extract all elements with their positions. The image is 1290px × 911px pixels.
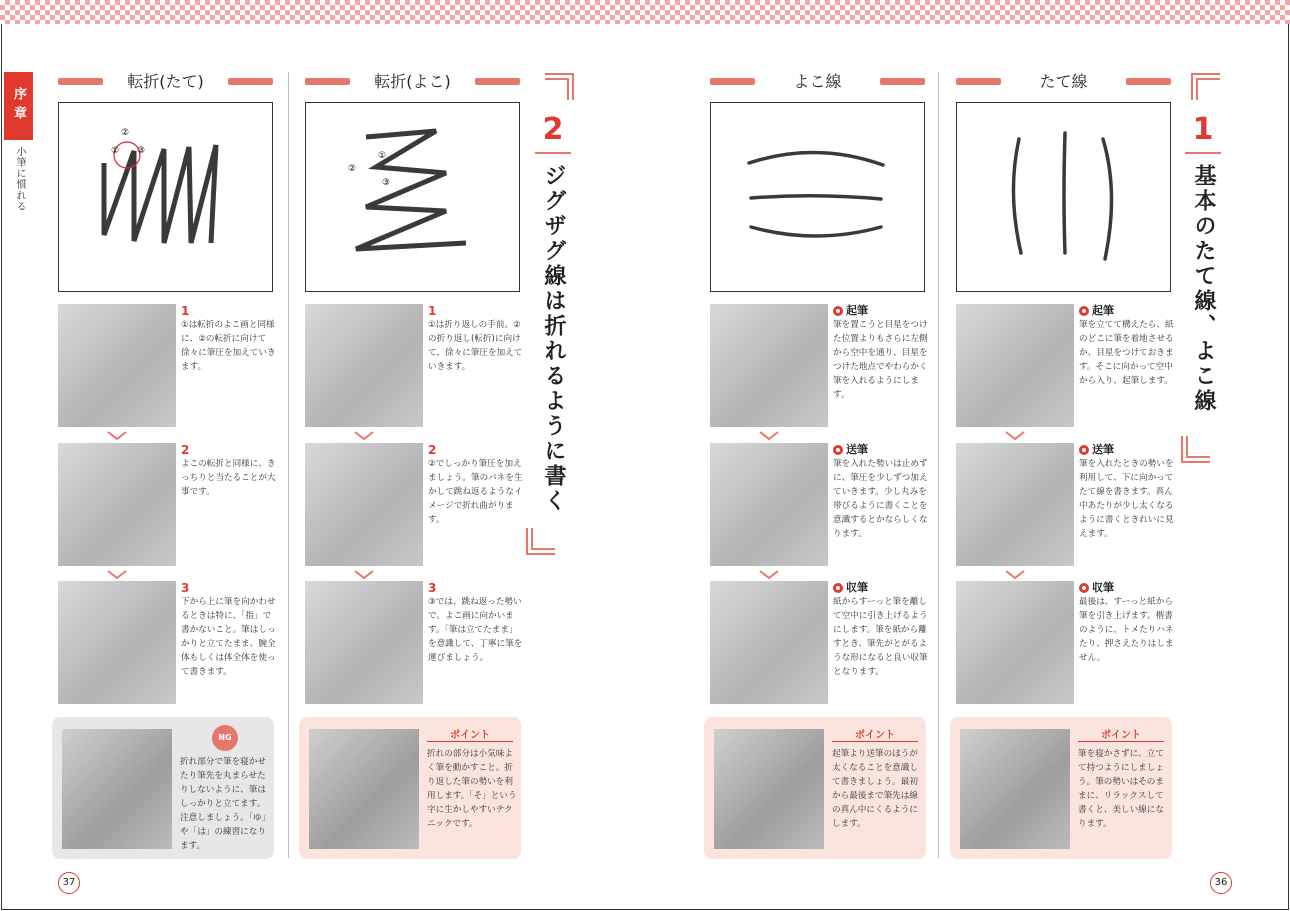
column-title: よこ線	[793, 72, 842, 91]
point-box	[950, 717, 1172, 859]
step-text: ①は転折のよこ画と同様に、②の転折に向けて徐々に筆圧を加えていきます。	[181, 320, 276, 372]
step-2	[58, 443, 276, 566]
step-text: 下から上に筆を向かわせるときは特に、「指」で書かないこと。筆はしっかりと立てたまま、腕全体もしくは体全体を使って書きます。	[181, 597, 276, 677]
horizontal-lines-diagram	[710, 102, 925, 292]
step-text: 筆を入れたときの勢いを利用して、下に向かってたて線を書きます。真ん中あたりが少し太くなるように書くときれいに見えます。	[1079, 459, 1174, 539]
corner-ornament	[545, 72, 575, 100]
step-heading: 送筆	[1092, 443, 1114, 456]
corner-ornament	[1190, 72, 1220, 100]
step-number: 1	[428, 304, 437, 318]
step-number: 3	[181, 581, 190, 595]
column-tenori-yoko	[305, 70, 523, 829]
step-3	[305, 581, 523, 704]
step-heading: 起筆	[1092, 304, 1114, 317]
point-title: ポイント	[832, 726, 918, 742]
brush-photo	[58, 304, 176, 427]
column-divider	[288, 72, 289, 858]
zigzag-horizontal-diagram	[305, 102, 520, 292]
mark-2: ②	[348, 164, 357, 174]
step-number: 3	[428, 581, 437, 595]
step-kihitsu	[956, 304, 1174, 427]
header-bar-left	[305, 78, 350, 85]
column-title: 転折(よこ)	[374, 72, 451, 91]
page-number: 37	[58, 872, 80, 894]
column-tenori-tate	[58, 70, 276, 851]
point-box	[299, 717, 521, 859]
step-number: 2	[428, 443, 437, 457]
step-shuhitsu	[710, 581, 928, 704]
section-title: ジグザグ線は折れるように書く	[541, 164, 566, 514]
chevron-down-icon	[354, 431, 374, 441]
point-title: ポイント	[1078, 726, 1164, 742]
column-yoko-sen	[710, 70, 928, 829]
column-header	[58, 70, 273, 94]
header-bar-right	[228, 78, 273, 85]
step-text: 最後は、すーっと紙から筆を引き上げます。楷書のように、トメたりハネたり、押さえたりはしません。	[1079, 597, 1174, 663]
header-bar-left	[956, 78, 1001, 85]
corner-ornament	[525, 528, 555, 556]
step-text: ①は折り返しの手前。②の折り返し(転折)に向けて、徐々に筆圧を加えていきます。	[428, 320, 523, 372]
section-title: 基本のたて線、よこ線	[1191, 164, 1216, 414]
chapter-tab: 序章	[4, 72, 33, 140]
column-header	[305, 70, 520, 94]
step-1	[58, 304, 276, 427]
step-text: ②でしっかり筆圧を加えましょう。筆のバネを生かして跳ね返るようなイメージで折れ曲がります。	[428, 459, 523, 525]
chevron-down-icon	[1005, 431, 1025, 441]
brush-photo	[710, 443, 828, 566]
step-text: よこの転折と同様に、きっちりと当たることが大事です。	[181, 459, 276, 497]
column-title: 転折(たて)	[127, 72, 204, 91]
ng-box	[52, 717, 274, 859]
point-text: 筆を寝かさずに、立てて持つようにしましょう。筆の勢いはそのままに、リラックスして書くと、美しい線になります。	[1078, 749, 1164, 829]
section-heading	[1178, 110, 1228, 414]
column-divider	[938, 72, 939, 858]
column-tate-sen	[956, 70, 1174, 829]
brush-photo	[956, 304, 1074, 427]
column-header	[956, 70, 1171, 94]
ng-badge: NG	[212, 725, 238, 751]
point-text: 折れの部分は小気味よく筆を動かすこと。折り返した筆の勢いを利用します。「そ」という字に生かしやすいテクニックです。	[427, 749, 517, 829]
ng-text: 折れ部分で筆を寝かせたり筆先を丸まらせたりしないように、筆はしっかりと立てます。注意しましょう。「ゆ」や「は」の練習になります。	[180, 757, 266, 851]
header-bar-left	[710, 78, 755, 85]
header-bar-right	[475, 78, 520, 85]
mark-1: ①	[111, 146, 120, 156]
vertical-lines-diagram	[956, 102, 1171, 292]
section-number: 1	[1192, 112, 1214, 147]
chevron-down-icon	[354, 570, 374, 580]
chevron-down-icon	[759, 570, 779, 580]
brush-photo	[305, 304, 423, 427]
brush-photo	[305, 443, 423, 566]
step-text: 紙からすーっと筆を離して空中に引き上げるようにします。筆を紙から離すとき、筆先がとがるような形になると良い収筆となります。	[833, 597, 928, 677]
brush-photo	[305, 581, 423, 704]
header-bar-left	[58, 78, 103, 85]
step-text: 筆を置こうと目星をつけた位置よりもさらに左側から空中を通り、目星をつけた地点でやわらかく筆を入れるようにします。	[833, 320, 928, 400]
chevron-down-icon	[107, 570, 127, 580]
step-number: 2	[181, 443, 190, 457]
mark-1: ①	[378, 151, 387, 161]
chevron-down-icon	[107, 431, 127, 441]
step-text: ③では、跳ね返った勢いで、よこ画に向かいます。「筆は立てたまま」を意識して、丁寧に筆を運びましょう。	[428, 597, 523, 663]
point-photo	[960, 729, 1070, 849]
step-shuhitsu	[956, 581, 1174, 704]
brush-photo	[956, 581, 1074, 704]
step-text: 筆を入れた勢いは止めずに、筆圧を少しずつ加えていきます。少し丸みを帯びるように書くことを意識するとかならしくなります。	[833, 459, 928, 539]
step-marker-icon	[1079, 583, 1089, 593]
point-photo	[309, 729, 419, 849]
step-marker-icon	[833, 445, 843, 455]
step-souhitsu	[710, 443, 928, 566]
section-heading	[528, 110, 578, 514]
step-souhitsu	[956, 443, 1174, 566]
step-marker-icon	[1079, 306, 1089, 316]
point-photo	[714, 729, 824, 849]
brush-photo	[58, 581, 176, 704]
chevron-down-icon	[759, 431, 779, 441]
brush-photo	[58, 443, 176, 566]
step-marker-icon	[833, 306, 843, 316]
section-number: 2	[542, 112, 564, 147]
point-text: 起筆より送筆のほうが太くなることを意識して書きましょう。最初から最後まで筆先は線の真ん中にくるようにします。	[832, 749, 918, 829]
ng-photo	[62, 729, 172, 849]
step-heading: 送筆	[846, 443, 868, 456]
point-box	[704, 717, 926, 859]
brush-photo	[710, 304, 828, 427]
page-number: 36	[1210, 872, 1232, 894]
column-title: たて線	[1039, 72, 1088, 91]
step-1	[305, 304, 523, 427]
brush-photo	[710, 581, 828, 704]
zigzag-vertical-diagram	[58, 102, 273, 292]
step-3	[58, 581, 276, 704]
column-header	[710, 70, 925, 94]
point-title: ポイント	[427, 726, 513, 742]
brush-photo	[956, 443, 1074, 566]
mark-3: ③	[137, 146, 146, 156]
step-marker-icon	[833, 583, 843, 593]
step-text: 筆を立てて構えたら、紙のどこに筆を着地させるか、目星をつけておきます。そこに向かって空中から入り、起筆します。	[1079, 320, 1174, 386]
mark-2: ②	[121, 128, 130, 138]
section-underline	[1185, 152, 1221, 154]
step-heading: 収筆	[846, 581, 868, 594]
step-2	[305, 443, 523, 566]
step-heading: 起筆	[846, 304, 868, 317]
corner-ornament	[1180, 436, 1210, 464]
step-heading: 収筆	[1092, 581, 1114, 594]
section-underline	[535, 152, 571, 154]
step-marker-icon	[1079, 445, 1089, 455]
mark-3: ③	[382, 178, 391, 188]
step-kihitsu	[710, 304, 928, 427]
chevron-down-icon	[1005, 570, 1025, 580]
chapter-label: 小筆に慣れる	[14, 146, 25, 212]
header-bar-right	[1126, 78, 1171, 85]
checker-border	[0, 0, 1290, 24]
step-number: 1	[181, 304, 190, 318]
header-bar-right	[880, 78, 925, 85]
